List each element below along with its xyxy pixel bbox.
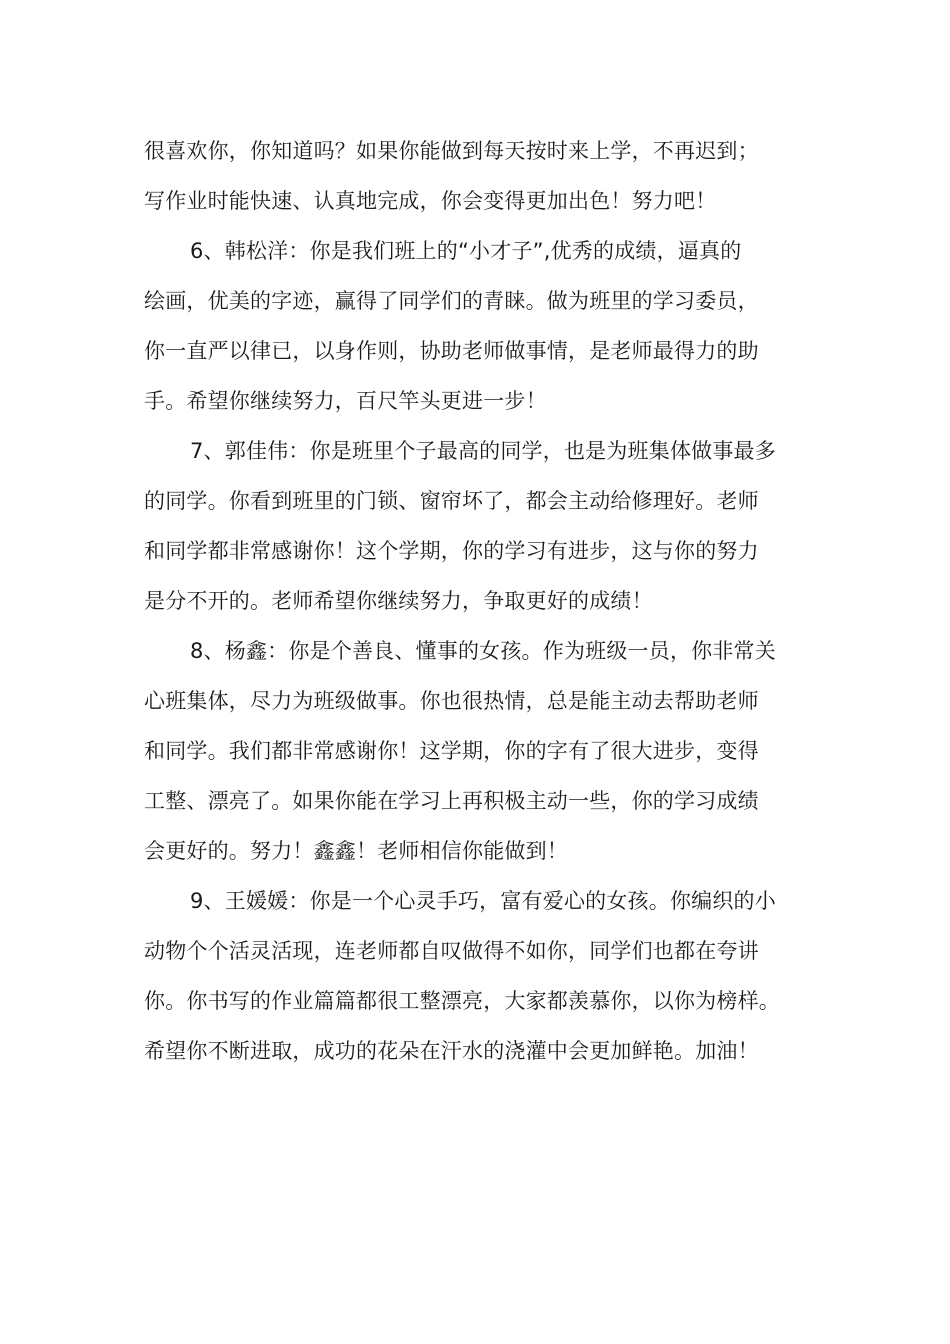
paragraph-start-line: 6、韩松洋：你是我们班上的“小才子”,优秀的成绩，逼真的: [190, 239, 742, 263]
text-line: 很喜欢你，你知道吗？如果你能做到每天按时来上学，不再迟到；: [144, 139, 759, 163]
paragraph-start-line: 7、郭佳伟：你是班里个子最高的同学，也是为班集体做事最多: [190, 439, 776, 463]
text-line: 写作业时能快速、认真地完成，你会变得更加出色！努力吧！: [144, 189, 717, 213]
text-line: 和同学。我们都非常感谢你！这学期，你的字有了很大进步，变得: [144, 739, 759, 763]
text-line: 的同学。你看到班里的门锁、窗帘坏了，都会主动给修理好。老师: [144, 489, 759, 513]
text-line: 是分不开的。老师希望你继续努力，争取更好的成绩！: [144, 589, 653, 613]
text-line: 会更好的。努力！鑫鑫！老师相信你能做到！: [144, 839, 568, 863]
text-line: 和同学都非常感谢你！这个学期，你的学习有进步，这与你的努力: [144, 539, 759, 563]
text-line: 你一直严以律已，以身作则，协助老师做事情，是老师最得力的助: [144, 339, 759, 363]
paragraph-start-line: 9、王媛媛：你是一个心灵手巧，富有爱心的女孩。你编织的小: [190, 889, 776, 913]
text-line: 动物个个活灵活现，连老师都自叹做得不如你，同学们也都在夸讲: [144, 939, 759, 963]
text-line: 希望你不断进取，成功的花朵在汗水的浇灌中会更加鲜艳。加油！: [144, 1039, 759, 1063]
text-line: 你。你书写的作业篇篇都很工整漂亮，大家都羡慕你，以你为榜样。: [144, 989, 780, 1013]
paragraph-start-line: 8、杨鑫：你是个善良、懂事的女孩。作为班级一员，你非常关: [190, 639, 776, 663]
text-line: 手。希望你继续努力，百尺竿头更进一步！: [144, 389, 547, 413]
text-line: 绘画，优美的字迹，赢得了同学们的青睐。做为班里的学习委员，: [144, 289, 759, 313]
text-line: 工整、漂亮了。如果你能在学习上再积极主动一些，你的学习成绩: [144, 789, 759, 813]
document-body: [144, 126, 824, 1076]
text-line: 心班集体，尽力为班级做事。你也很热情，总是能主动去帮助老师: [144, 689, 759, 713]
